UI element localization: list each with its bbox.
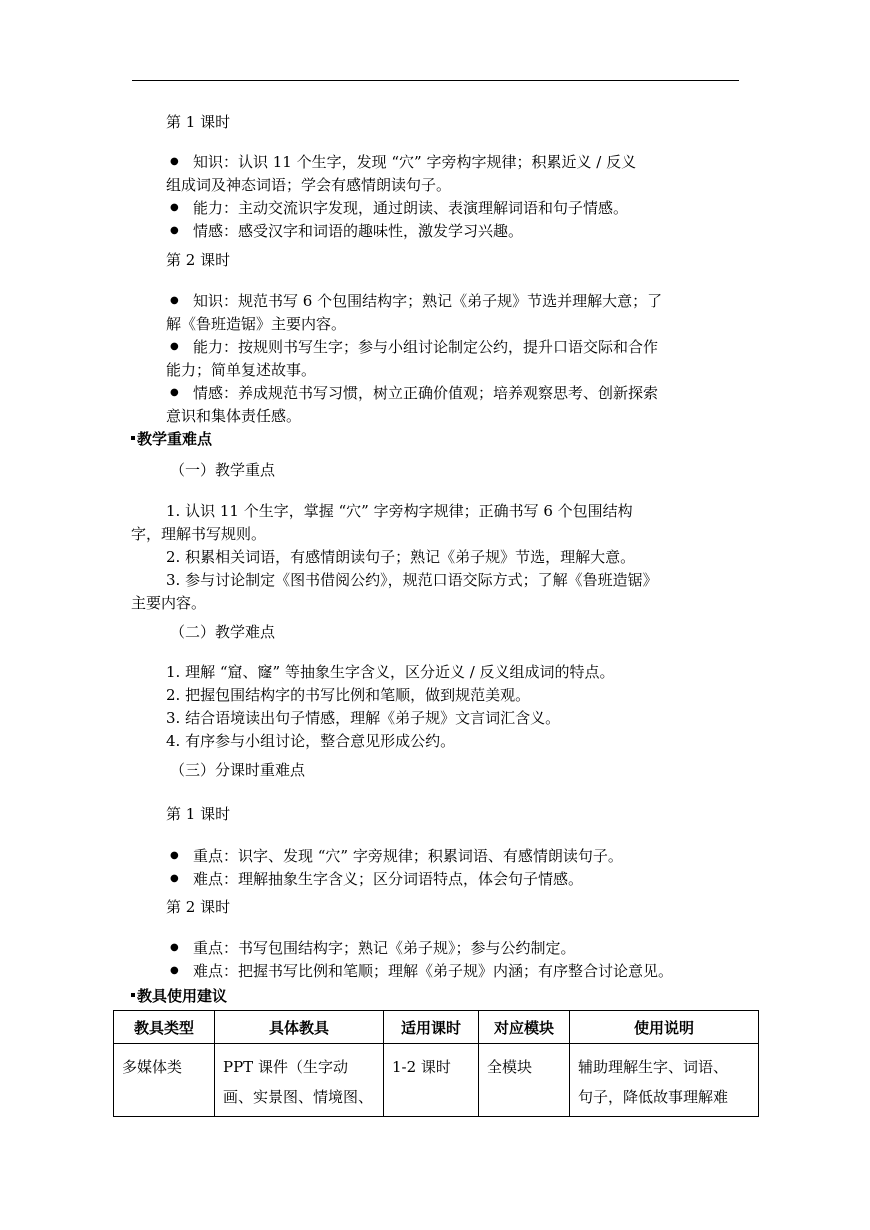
split-lesson1-key: 重点：识字、发现 “穴” 字旁规律；积累词语、有感情朗读句子。 bbox=[193, 847, 623, 865]
cell-usage-line1: 辅助理解生字、词语、 bbox=[578, 1058, 729, 1076]
bullet-icon: ● bbox=[170, 156, 179, 167]
lesson1-title: 第 1 课时 bbox=[166, 113, 231, 131]
section-heading-tools bbox=[131, 985, 227, 1007]
difficult-point-3: 3. 结合语境读出句子情感，理解《弟子规》文言词汇含义。 bbox=[166, 709, 561, 727]
section-heading-label: 教学重难点 bbox=[137, 430, 213, 448]
key-point-3-cont: 主要内容。 bbox=[131, 594, 207, 612]
split-lesson2-key: 重点：书写包围结构字；熟记《弟子规》；参与公约制定。 bbox=[193, 939, 576, 957]
difficult-point-1: 1. 理解 “窟、窿” 等抽象生字含义，区分近义 / 反义组成词的特点。 bbox=[166, 663, 615, 681]
cell-tool-line1: PPT 课件（生字动 bbox=[223, 1058, 348, 1076]
column-header-tool: 具体教具 bbox=[215, 1011, 384, 1044]
subsection-key-title: （一）教学重点 bbox=[170, 461, 276, 479]
lesson1-goal-emotion: 情感：感受汉字和词语的趣味性，激发学习兴趣。 bbox=[193, 222, 524, 240]
difficult-point-4: 4. 有序参与小组讨论，整合意见形成公约。 bbox=[166, 732, 456, 750]
key-point-1-cont: 字，理解书写规则。 bbox=[131, 525, 267, 543]
lesson2-goal-knowledge-cont: 解《鲁班造锯》主要内容。 bbox=[166, 315, 347, 333]
cell-type: 多媒体类 bbox=[114, 1044, 215, 1117]
split-lesson2-difficult: 难点：把握书写比例和笔顺；理解《弟子规》内涵；有序整合讨论意见。 bbox=[193, 962, 674, 980]
square-bullet-icon bbox=[131, 436, 135, 440]
lesson2-goal-ability: 能力：按规则书写生字；参与小组讨论制定公约，提升口语交际和合作 bbox=[193, 338, 659, 356]
header-rule bbox=[132, 80, 739, 81]
difficult-point-2: 2. 把握包围结构字的书写比例和笔顺，做到规范美观。 bbox=[166, 686, 531, 704]
split-lesson1-title: 第 1 课时 bbox=[166, 805, 231, 823]
bullet-icon: ● bbox=[170, 873, 179, 884]
section-heading-key-points bbox=[131, 428, 212, 450]
bullet-icon: ● bbox=[170, 850, 179, 861]
lesson2-goal-emotion-cont: 意识和集体责任感。 bbox=[166, 407, 302, 425]
split-lesson1-difficult: 难点：理解抽象生字含义；区分词语特点，体会句子情感。 bbox=[193, 870, 584, 888]
split-lesson2-title: 第 2 课时 bbox=[166, 898, 231, 916]
column-header-lessons: 适用课时 bbox=[384, 1011, 479, 1044]
bullet-icon: ● bbox=[170, 295, 179, 306]
lesson1-goal-ability: 能力：主动交流识字发现，通过朗读、表演理解词语和句子情感。 bbox=[193, 199, 629, 217]
key-point-3: 3. 参与讨论制定《图书借阅公约》，规范口语交际方式；了解《鲁班造锯》 bbox=[166, 571, 658, 589]
column-header-module: 对应模块 bbox=[479, 1011, 570, 1044]
bullet-icon: ● bbox=[170, 225, 179, 236]
bullet-icon: ● bbox=[170, 965, 179, 976]
lesson2-goal-ability-cont: 能力；简单复述故事。 bbox=[166, 361, 317, 379]
table-header-row bbox=[114, 1011, 759, 1044]
square-bullet-icon bbox=[131, 993, 135, 997]
table-row bbox=[114, 1044, 759, 1117]
cell-module: 全模块 bbox=[479, 1044, 570, 1117]
subsection-split-title: （三）分课时重难点 bbox=[170, 761, 306, 779]
cell-tool-line2: 画、实景图、情境图、 bbox=[223, 1088, 374, 1106]
column-header-type: 教具类型 bbox=[114, 1011, 215, 1044]
bullet-icon: ● bbox=[170, 202, 179, 213]
lesson2-goal-knowledge: 知识：规范书写 6 个包围结构字；熟记《弟子规》节选并理解大意；了 bbox=[193, 292, 663, 310]
lesson1-goal-knowledge: 知识：认识 11 个生字，发现 “穴” 字旁构字规律；积累近义 / 反义 bbox=[193, 153, 637, 171]
bullet-icon: ● bbox=[170, 942, 179, 953]
bullet-icon: ● bbox=[170, 387, 179, 398]
cell-usage-line2: 句子，降低故事理解难 bbox=[578, 1088, 729, 1106]
column-header-usage: 使用说明 bbox=[570, 1011, 759, 1044]
bullet-icon: ● bbox=[170, 341, 179, 352]
lesson2-goal-emotion: 情感：养成规范书写习惯，树立正确价值观；培养观察思考、创新探索 bbox=[193, 384, 659, 402]
subsection-difficult-title: （二）教学难点 bbox=[170, 623, 276, 641]
lesson2-title: 第 2 课时 bbox=[166, 251, 231, 269]
key-point-2: 2. 积累相关词语，有感情朗读句子；熟记《弟子规》节选，理解大意。 bbox=[166, 548, 636, 566]
cell-tool bbox=[215, 1044, 384, 1117]
tools-table bbox=[113, 1010, 759, 1117]
cell-usage bbox=[570, 1044, 759, 1117]
cell-lessons: 1-2 课时 bbox=[384, 1044, 479, 1117]
section-heading-label: 教具使用建议 bbox=[137, 987, 228, 1005]
lesson1-goal-knowledge-cont: 组成词及神态词语；学会有感情朗读句子。 bbox=[166, 176, 452, 194]
key-point-1: 1. 认识 11 个生字，掌握 “穴” 字旁构字规律；正确书写 6 个包围结构 bbox=[166, 502, 633, 520]
